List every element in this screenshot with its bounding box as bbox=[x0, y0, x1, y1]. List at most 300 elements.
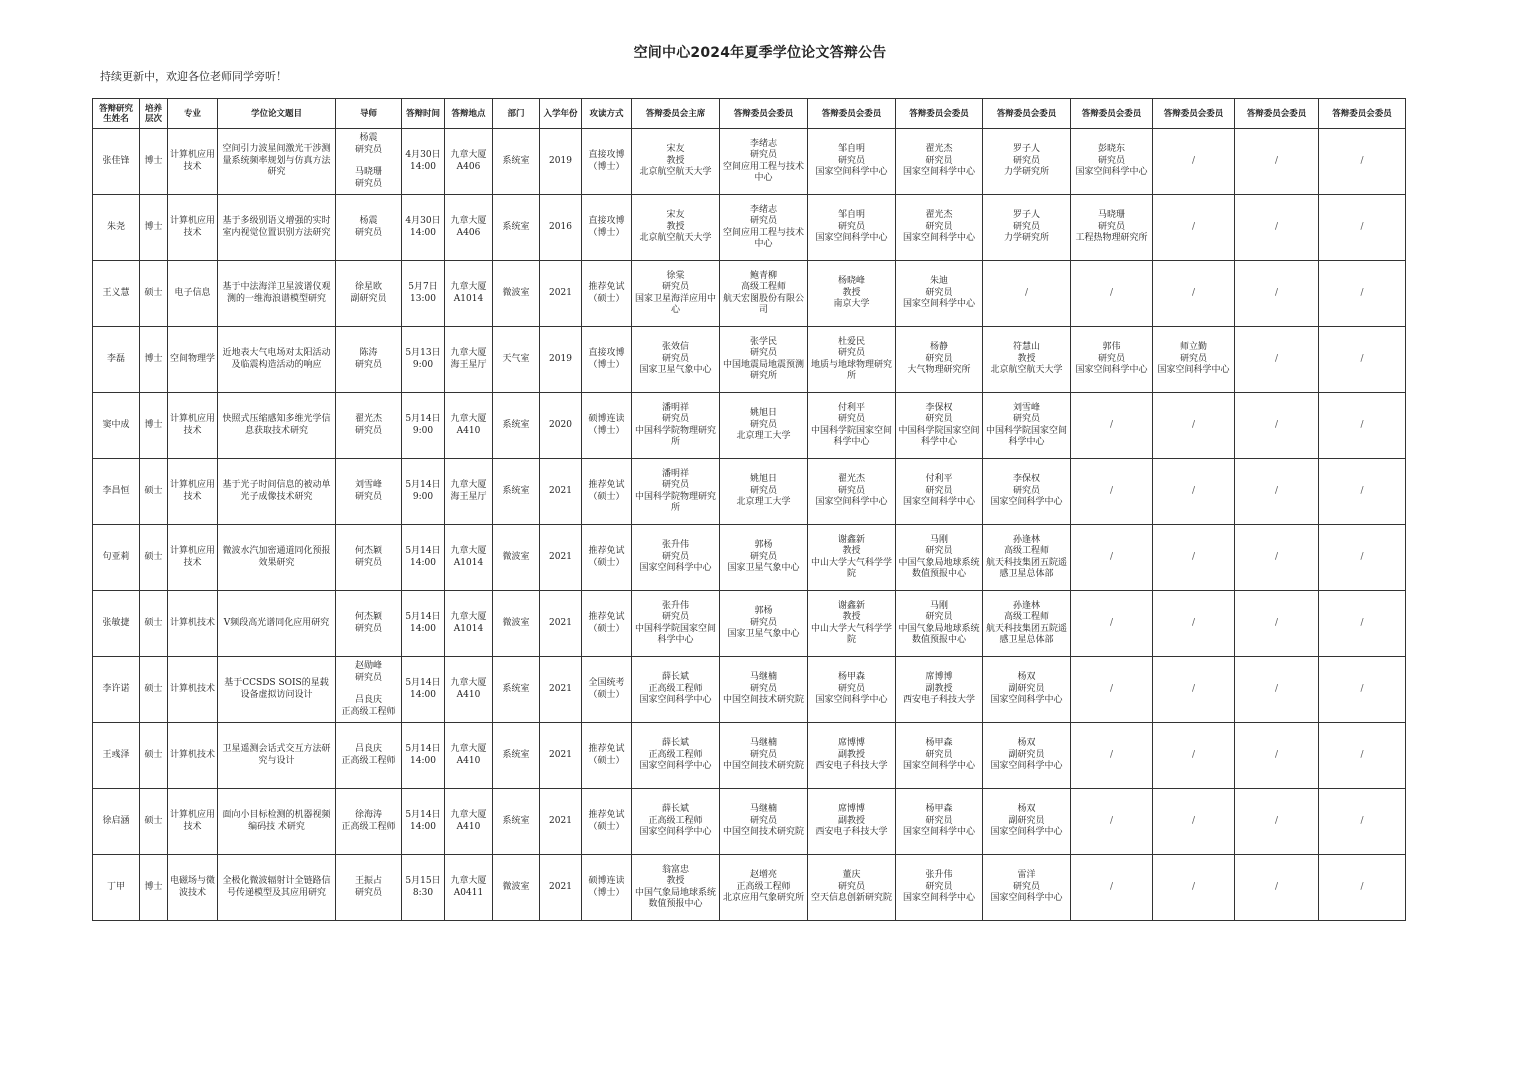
committee-chair-cell-line: 北京航空航天大学 bbox=[639, 233, 712, 244]
committee-member-cell-line: / bbox=[1191, 419, 1196, 430]
level-cell: 博士 bbox=[140, 327, 168, 393]
committee-member-cell-line: / bbox=[1274, 287, 1279, 298]
committee-member-cell-line: 马晓珊 bbox=[1097, 210, 1125, 221]
committee-member-cell bbox=[1153, 723, 1235, 789]
committee-member-cell-line: 中国空间技术研究院 bbox=[722, 827, 804, 838]
defense-time-cell-line: 5月14日 bbox=[405, 810, 441, 820]
committee-member-cell-line: 马刚 bbox=[929, 534, 948, 545]
committee-member-cell-line: / bbox=[1109, 881, 1114, 892]
thesis-title-cell: 基于CCSDS SOIS的星载设备虚拟访问设计 bbox=[218, 657, 336, 723]
advisor-cell-line: 徐海涛 bbox=[354, 810, 382, 820]
committee-chair-cell bbox=[632, 657, 720, 723]
committee-member-cell-line: 罗子人 bbox=[1012, 210, 1040, 221]
committee-member-cell bbox=[720, 459, 808, 525]
committee-member-cell-line: 谢鑫新 bbox=[837, 600, 865, 611]
committee-member-cell-line: / bbox=[1360, 881, 1364, 892]
advisor-cell bbox=[336, 129, 402, 195]
committee-member-cell bbox=[1153, 525, 1235, 591]
department-cell: 系统室 bbox=[493, 195, 540, 261]
committee-member-cell bbox=[808, 459, 896, 525]
department-cell: 系统室 bbox=[493, 657, 540, 723]
committee-member-cell-line: 邹自明 bbox=[837, 210, 865, 221]
study-mode-cell-line: 推荐免试 bbox=[588, 546, 625, 556]
committee-chair-cell bbox=[632, 855, 720, 921]
column-header: 答辩地点 bbox=[445, 99, 493, 129]
committee-member-cell-line: / bbox=[1191, 485, 1196, 496]
committee-member-cell bbox=[1319, 129, 1406, 195]
department-cell: 微波室 bbox=[493, 855, 540, 921]
defense-place-cell-line: 九章大厦 bbox=[450, 810, 487, 820]
committee-member-cell-line: 中国空间技术研究院 bbox=[722, 695, 804, 706]
committee-member-cell-line: 朱迪 bbox=[929, 276, 948, 287]
committee-member-cell-line: 付利平 bbox=[837, 402, 865, 413]
defense-time-cell-line: 14:00 bbox=[410, 161, 436, 172]
committee-chair-cell bbox=[632, 261, 720, 327]
committee-member-cell-line: 研究员 bbox=[1012, 485, 1040, 496]
advisor-cell-line: 副研究员 bbox=[350, 293, 387, 304]
major-cell: 计算机应用技术 bbox=[168, 459, 218, 525]
defense-place-cell-line: 九章大厦 bbox=[450, 216, 487, 226]
thesis-title-cell: 快照式压缩感知多维光学信息获取技术研究 bbox=[218, 393, 336, 459]
defense-time-cell-line: 5月14日 bbox=[405, 678, 441, 688]
committee-member-cell bbox=[983, 657, 1071, 723]
committee-chair-cell-line: 中国科学院物理研究所 bbox=[634, 491, 716, 513]
committee-member-cell bbox=[896, 789, 983, 855]
committee-member-cell bbox=[1319, 657, 1406, 723]
defense-time-cell bbox=[402, 327, 445, 393]
committee-member-cell-line: 彭晓东 bbox=[1097, 144, 1125, 155]
defense-time-cell-line: 14:00 bbox=[410, 227, 436, 238]
committee-member-cell-line: / bbox=[1274, 155, 1279, 166]
defense-place-cell-line: A410 bbox=[456, 689, 481, 700]
committee-member-cell-line: / bbox=[1109, 419, 1114, 430]
committee-member-cell-line: 正高级工程师 bbox=[736, 881, 791, 892]
committee-member-cell-line: 姚旭日 bbox=[749, 408, 777, 419]
committee-chair-cell-line: 张升伟 bbox=[661, 600, 689, 611]
advisor-cell-line: 翟光杰 bbox=[354, 414, 382, 424]
column-header: 导师 bbox=[336, 99, 402, 129]
committee-member-cell-line: 杨双 bbox=[1017, 804, 1036, 815]
student-name-cell: 张佳锋 bbox=[93, 129, 140, 195]
study-mode-cell-line: 推荐免试 bbox=[588, 810, 625, 820]
major-cell: 计算机应用技术 bbox=[168, 129, 218, 195]
committee-member-cell bbox=[1153, 195, 1235, 261]
major-cell: 计算机技术 bbox=[168, 723, 218, 789]
committee-member-cell bbox=[1153, 459, 1235, 525]
committee-member-cell-line: / bbox=[1109, 551, 1114, 562]
defense-place-cell-line: A406 bbox=[456, 161, 481, 172]
defense-place-cell bbox=[445, 789, 493, 855]
committee-member-cell bbox=[1235, 261, 1319, 327]
defense-schedule-table bbox=[92, 98, 1406, 921]
committee-member-cell-line: 翟光杰 bbox=[837, 474, 865, 485]
committee-member-cell-line: 研究员 bbox=[1012, 155, 1040, 166]
committee-member-cell-line: 教授 bbox=[842, 546, 861, 556]
committee-member-cell bbox=[983, 393, 1071, 459]
committee-member-cell bbox=[983, 855, 1071, 921]
committee-member-cell-line: 马继楠 bbox=[749, 804, 777, 815]
column-header: 培养层次 bbox=[140, 99, 168, 129]
column-header: 答辩委员会委员 bbox=[808, 99, 896, 129]
committee-member-cell-line: 研究员 bbox=[925, 546, 953, 556]
committee-chair-cell-line: 薛长斌 bbox=[661, 738, 689, 749]
advisor-cell bbox=[336, 723, 402, 789]
defense-place-cell bbox=[445, 327, 493, 393]
committee-chair-cell bbox=[632, 789, 720, 855]
defense-time-cell-line: 14:00 bbox=[410, 755, 436, 766]
committee-member-cell bbox=[1235, 723, 1319, 789]
committee-member-cell bbox=[1235, 459, 1319, 525]
committee-member-cell-line: / bbox=[1191, 221, 1196, 232]
committee-member-cell-line: / bbox=[1274, 551, 1279, 562]
committee-member-cell-line: 中国空间技术研究院 bbox=[722, 761, 804, 772]
thesis-title-cell: 微波水汽加密通道同化预报效果研究 bbox=[218, 525, 336, 591]
committee-member-cell-line: 杨甲森 bbox=[925, 738, 953, 749]
study-mode-cell-line: （博士） bbox=[588, 887, 625, 898]
committee-member-cell bbox=[1235, 789, 1319, 855]
study-mode-cell bbox=[582, 129, 632, 195]
committee-member-cell-line: 教授 bbox=[842, 612, 861, 622]
committee-member-cell-line: 国家空间科学中心 bbox=[990, 695, 1063, 706]
committee-member-cell-line: 副研究员 bbox=[1008, 683, 1045, 694]
column-header: 答辩委员会委员 bbox=[983, 99, 1071, 129]
committee-member-cell bbox=[808, 723, 896, 789]
committee-member-cell bbox=[720, 261, 808, 327]
committee-member-cell-line: / bbox=[1109, 815, 1114, 826]
committee-member-cell-line: 张学民 bbox=[749, 336, 777, 347]
committee-member-cell-line: / bbox=[1191, 155, 1196, 166]
entry-year-cell: 2021 bbox=[540, 855, 582, 921]
committee-chair-cell bbox=[632, 129, 720, 195]
committee-member-cell-line: 罗子人 bbox=[1012, 144, 1040, 155]
study-mode-cell-line: 直接攻博 bbox=[588, 348, 625, 358]
committee-member-cell-line: 杜爱民 bbox=[837, 336, 865, 347]
column-header: 学位论文题目 bbox=[218, 99, 336, 129]
committee-member-cell bbox=[808, 789, 896, 855]
defense-time-cell bbox=[402, 195, 445, 261]
entry-year-cell: 2019 bbox=[540, 327, 582, 393]
committee-member-cell bbox=[896, 591, 983, 657]
table-row bbox=[93, 261, 1406, 327]
committee-member-cell-line: / bbox=[1360, 815, 1364, 826]
table-row bbox=[93, 459, 1406, 525]
committee-chair-cell-line: 研究员 bbox=[661, 612, 689, 622]
table-row bbox=[93, 591, 1406, 657]
department-cell: 微波室 bbox=[493, 525, 540, 591]
entry-year-cell: 2019 bbox=[540, 129, 582, 195]
defense-time-cell bbox=[402, 129, 445, 195]
committee-chair-cell-line: 潘明祥 bbox=[661, 402, 689, 413]
committee-member-cell-line: / bbox=[1191, 617, 1196, 628]
committee-member-cell-line: 研究员 bbox=[1179, 353, 1207, 364]
study-mode-cell-line: 直接攻博 bbox=[588, 150, 625, 160]
committee-chair-cell bbox=[632, 393, 720, 459]
advisor-cell bbox=[336, 789, 402, 855]
committee-member-cell-line: 副研究员 bbox=[1008, 749, 1045, 760]
advisor-cell bbox=[336, 459, 402, 525]
advisor-cell-line: 研究员 bbox=[354, 425, 382, 436]
committee-member-cell-line: 研究员 bbox=[749, 150, 777, 160]
committee-chair-cell-line: 教授 bbox=[666, 155, 685, 166]
committee-member-cell-line: / bbox=[1024, 287, 1029, 298]
defense-time-cell bbox=[402, 657, 445, 723]
defense-place-cell-line: 海王星厅 bbox=[450, 491, 487, 502]
level-cell: 博士 bbox=[140, 393, 168, 459]
entry-year-cell: 2021 bbox=[540, 261, 582, 327]
committee-member-cell bbox=[720, 591, 808, 657]
committee-member-cell-line: 杨甲森 bbox=[925, 804, 953, 815]
level-cell: 博士 bbox=[140, 195, 168, 261]
thesis-title-cell: 面向小目标检测的机器视频编码技 术研究 bbox=[218, 789, 336, 855]
study-mode-cell-line: （硕士） bbox=[588, 623, 625, 634]
study-mode-cell-line: 硕博连读 bbox=[588, 414, 625, 424]
committee-member-cell-line: 研究员 bbox=[837, 683, 865, 694]
study-mode-cell-line: 推荐免试 bbox=[588, 612, 625, 622]
committee-member-cell bbox=[808, 195, 896, 261]
committee-member-cell bbox=[896, 393, 983, 459]
committee-member-cell bbox=[1071, 261, 1153, 327]
advisor-cell-line: 研究员 bbox=[354, 491, 382, 502]
defense-place-cell-line: 九章大厦 bbox=[450, 480, 487, 490]
committee-member-cell-line: 中山大学大气科学学院 bbox=[810, 623, 892, 645]
committee-member-cell bbox=[983, 459, 1071, 525]
committee-member-cell-line: 马刚 bbox=[929, 600, 948, 611]
column-header: 部门 bbox=[493, 99, 540, 129]
committee-member-cell bbox=[720, 525, 808, 591]
defense-place-cell-line: 九章大厦 bbox=[450, 546, 487, 556]
committee-chair-cell-line: 北京航空航天大学 bbox=[639, 167, 712, 178]
committee-member-cell bbox=[1235, 591, 1319, 657]
committee-member-cell-line: 研究员 bbox=[925, 749, 953, 760]
committee-member-cell-line: 郭伟 bbox=[1102, 342, 1121, 353]
department-cell: 天气室 bbox=[493, 327, 540, 393]
column-header: 答辩委员会委员 bbox=[1319, 99, 1406, 129]
committee-member-cell-line: 杨双 bbox=[1017, 672, 1036, 683]
defense-place-cell bbox=[445, 525, 493, 591]
study-mode-cell-line: 全国统考 bbox=[588, 678, 625, 688]
committee-member-cell-line: 研究员 bbox=[925, 353, 953, 364]
committee-member-cell-line: 研究员 bbox=[837, 155, 865, 166]
committee-member-cell-line: 地质与地球物理研究所 bbox=[810, 359, 892, 381]
advisor-cell-line: 研究员 bbox=[354, 887, 382, 898]
column-header: 答辩委员会委员 bbox=[896, 99, 983, 129]
study-mode-cell-line: 推荐免试 bbox=[588, 744, 625, 754]
defense-time-cell bbox=[402, 525, 445, 591]
table-row bbox=[93, 195, 1406, 261]
committee-member-cell-line: 国家空间科学中心 bbox=[815, 233, 888, 244]
committee-member-cell bbox=[720, 195, 808, 261]
committee-member-cell bbox=[1153, 855, 1235, 921]
committee-member-cell-line: / bbox=[1274, 749, 1279, 760]
committee-member-cell bbox=[1319, 525, 1406, 591]
level-cell: 硕士 bbox=[140, 789, 168, 855]
defense-time-cell-line: 14:00 bbox=[410, 821, 436, 832]
committee-member-cell-line: 谢鑫新 bbox=[837, 534, 865, 545]
committee-member-cell bbox=[720, 789, 808, 855]
committee-member-cell-line: 中国科学院国家空间科学中心 bbox=[985, 425, 1067, 447]
committee-member-cell-line: / bbox=[1274, 617, 1279, 628]
major-cell: 计算机技术 bbox=[168, 591, 218, 657]
study-mode-cell bbox=[582, 855, 632, 921]
committee-chair-cell-line: 正高级工程师 bbox=[648, 683, 703, 694]
committee-member-cell bbox=[720, 129, 808, 195]
committee-member-cell-line: / bbox=[1109, 485, 1114, 496]
committee-member-cell-line: 西安电子科技大学 bbox=[815, 761, 888, 772]
study-mode-cell bbox=[582, 459, 632, 525]
committee-member-cell-line: 北京航空航天大学 bbox=[990, 365, 1063, 376]
committee-member-cell-line: 杨甲森 bbox=[837, 672, 865, 683]
committee-member-cell-line: 雷洋 bbox=[1017, 870, 1036, 881]
committee-member-cell-line: 席博博 bbox=[837, 738, 865, 749]
committee-member-cell-line: 空间应用工程与技术中心 bbox=[722, 161, 804, 183]
study-mode-cell bbox=[582, 195, 632, 261]
committee-member-cell bbox=[1153, 789, 1235, 855]
committee-member-cell-line: 副教授 bbox=[925, 683, 953, 694]
major-cell: 计算机技术 bbox=[168, 657, 218, 723]
advisor-cell-line: 陈涛 bbox=[359, 348, 378, 358]
committee-member-cell-line: 研究员 bbox=[837, 221, 865, 232]
committee-member-cell-line: 力学研究所 bbox=[1003, 167, 1049, 178]
committee-member-cell bbox=[896, 855, 983, 921]
committee-member-cell-line: 北京理工大学 bbox=[736, 431, 791, 442]
committee-member-cell-line: 国家空间科学中心 bbox=[1075, 167, 1148, 178]
level-cell: 硕士 bbox=[140, 261, 168, 327]
entry-year-cell: 2021 bbox=[540, 591, 582, 657]
committee-member-cell-line: / bbox=[1274, 485, 1279, 496]
committee-member-cell bbox=[1071, 129, 1153, 195]
committee-member-cell-line: 董庆 bbox=[842, 870, 861, 881]
column-header: 答辩委员会主席 bbox=[632, 99, 720, 129]
level-cell: 硕士 bbox=[140, 723, 168, 789]
defense-place-cell-line: 九章大厦 bbox=[450, 282, 487, 292]
committee-member-cell-line: 国家空间科学中心 bbox=[990, 827, 1063, 838]
committee-member-cell-line: 研究员 bbox=[1012, 414, 1040, 424]
column-header: 答辩委员会委员 bbox=[1071, 99, 1153, 129]
committee-member-cell-line: / bbox=[1191, 749, 1196, 760]
department-cell: 微波室 bbox=[493, 261, 540, 327]
committee-member-cell bbox=[983, 723, 1071, 789]
advisor-cell-line: 研究员 bbox=[354, 227, 382, 238]
committee-member-cell-line: / bbox=[1274, 221, 1279, 232]
committee-chair-cell-line: 徐棠 bbox=[666, 270, 685, 281]
committee-member-cell bbox=[1319, 393, 1406, 459]
committee-chair-cell-line: 中国气象局地球系统数值预报中心 bbox=[634, 887, 716, 909]
committee-member-cell bbox=[1071, 723, 1153, 789]
defense-place-cell bbox=[445, 657, 493, 723]
defense-place-cell-line: A410 bbox=[456, 755, 481, 766]
committee-member-cell-line: 国家空间科学中心 bbox=[902, 167, 975, 178]
defense-place-cell-line: A1014 bbox=[453, 623, 484, 634]
committee-member-cell-line: / bbox=[1360, 353, 1364, 364]
defense-place-cell bbox=[445, 129, 493, 195]
page-title: 空间中心2024年夏季学位论文答辩公告 bbox=[633, 45, 887, 61]
committee-member-cell bbox=[1153, 327, 1235, 393]
committee-member-cell bbox=[808, 261, 896, 327]
committee-member-cell-line: / bbox=[1191, 683, 1196, 694]
committee-member-cell-line: / bbox=[1191, 815, 1196, 826]
committee-member-cell-line: / bbox=[1360, 617, 1364, 628]
committee-member-cell-line: 姚旭日 bbox=[749, 474, 777, 485]
committee-member-cell bbox=[1071, 393, 1153, 459]
committee-chair-cell-line: 正高级工程师 bbox=[648, 749, 703, 760]
committee-member-cell bbox=[983, 525, 1071, 591]
committee-member-cell-line: 研究员 bbox=[837, 881, 865, 892]
committee-member-cell-line: / bbox=[1274, 881, 1279, 892]
table-row bbox=[93, 723, 1406, 789]
committee-member-cell-line: 研究员 bbox=[749, 348, 777, 358]
committee-chair-cell-line: 中国科学院国家空间科学中心 bbox=[634, 623, 716, 645]
defense-time-cell-line: 5月13日 bbox=[405, 348, 441, 358]
advisor-cell-line: 王振占 bbox=[354, 876, 382, 886]
committee-member-cell-line: / bbox=[1360, 485, 1364, 496]
committee-member-cell-line: 南京大学 bbox=[833, 299, 870, 310]
column-header: 答辩委员会委员 bbox=[720, 99, 808, 129]
defense-place-cell-line: 海王星厅 bbox=[450, 359, 487, 370]
committee-member-cell-line: 研究员 bbox=[1097, 155, 1125, 166]
table-row bbox=[93, 393, 1406, 459]
defense-time-cell-line: 5月14日 bbox=[405, 480, 441, 490]
thesis-title-cell: 基于光子时间信息的被动单光子成像技术研究 bbox=[218, 459, 336, 525]
committee-member-cell-line: 航天宏图股份有限公司 bbox=[722, 293, 804, 315]
committee-member-cell-line: 翟光杰 bbox=[925, 210, 953, 221]
student-name-cell: 徐启涵 bbox=[93, 789, 140, 855]
committee-member-cell bbox=[808, 855, 896, 921]
major-cell: 计算机应用技术 bbox=[168, 393, 218, 459]
study-mode-cell-line: （博士） bbox=[588, 359, 625, 370]
committee-member-cell-line: 国家空间科学中心 bbox=[990, 761, 1063, 772]
committee-member-cell-line: 空天信息创新研究院 bbox=[810, 893, 892, 904]
committee-member-cell-line: 国家空间科学中心 bbox=[902, 761, 975, 772]
advisor-cell bbox=[336, 855, 402, 921]
committee-member-cell-line: 孙逢林 bbox=[1012, 534, 1040, 545]
committee-member-cell-line: 翟光杰 bbox=[925, 144, 953, 155]
committee-chair-cell-line: 研究员 bbox=[661, 551, 689, 562]
committee-member-cell-line: 大气物理研究所 bbox=[907, 365, 971, 376]
committee-member-cell-line: 西安电子科技大学 bbox=[815, 827, 888, 838]
defense-time-cell-line: 9:00 bbox=[412, 425, 434, 436]
committee-member-cell bbox=[808, 129, 896, 195]
department-cell: 系统室 bbox=[493, 459, 540, 525]
committee-member-cell-line: 研究员 bbox=[1012, 221, 1040, 232]
committee-member-cell-line: 教授 bbox=[842, 287, 861, 298]
committee-member-cell-line: 中国科学院国家空间科学中心 bbox=[810, 425, 892, 447]
committee-member-cell-line: 马继楠 bbox=[749, 738, 777, 749]
committee-chair-cell-line: 薛长斌 bbox=[661, 804, 689, 815]
table-body bbox=[93, 129, 1406, 921]
committee-chair-cell-line: 国家空间科学中心 bbox=[639, 827, 712, 838]
committee-member-cell-line: / bbox=[1360, 683, 1364, 694]
committee-member-cell-line: 李绪志 bbox=[749, 138, 777, 149]
committee-member-cell-line: 国家空间科学中心 bbox=[1075, 365, 1148, 376]
study-mode-cell bbox=[582, 591, 632, 657]
committee-member-cell-line: 研究员 bbox=[925, 485, 953, 496]
defense-time-cell-line: 9:00 bbox=[412, 491, 434, 502]
committee-chair-cell-line: 张升伟 bbox=[661, 540, 689, 551]
committee-chair-cell bbox=[632, 525, 720, 591]
defense-place-cell-line: A0411 bbox=[453, 887, 484, 898]
study-mode-cell-line: （博士） bbox=[588, 227, 625, 238]
advisor-cell-line: 研究员 bbox=[354, 557, 382, 568]
committee-member-cell bbox=[896, 327, 983, 393]
committee-chair-cell-line: 教授 bbox=[666, 221, 685, 232]
committee-member-cell bbox=[720, 657, 808, 723]
committee-member-cell-line: 邹自明 bbox=[837, 144, 865, 155]
committee-member-cell-line: 研究员 bbox=[837, 414, 865, 424]
committee-member-cell-line: 研究员 bbox=[925, 221, 953, 232]
committee-chair-cell-line: 中国科学院物理研究所 bbox=[634, 425, 716, 447]
student-name-cell: 李昌恒 bbox=[93, 459, 140, 525]
committee-member-cell-line: 李绪志 bbox=[749, 204, 777, 215]
